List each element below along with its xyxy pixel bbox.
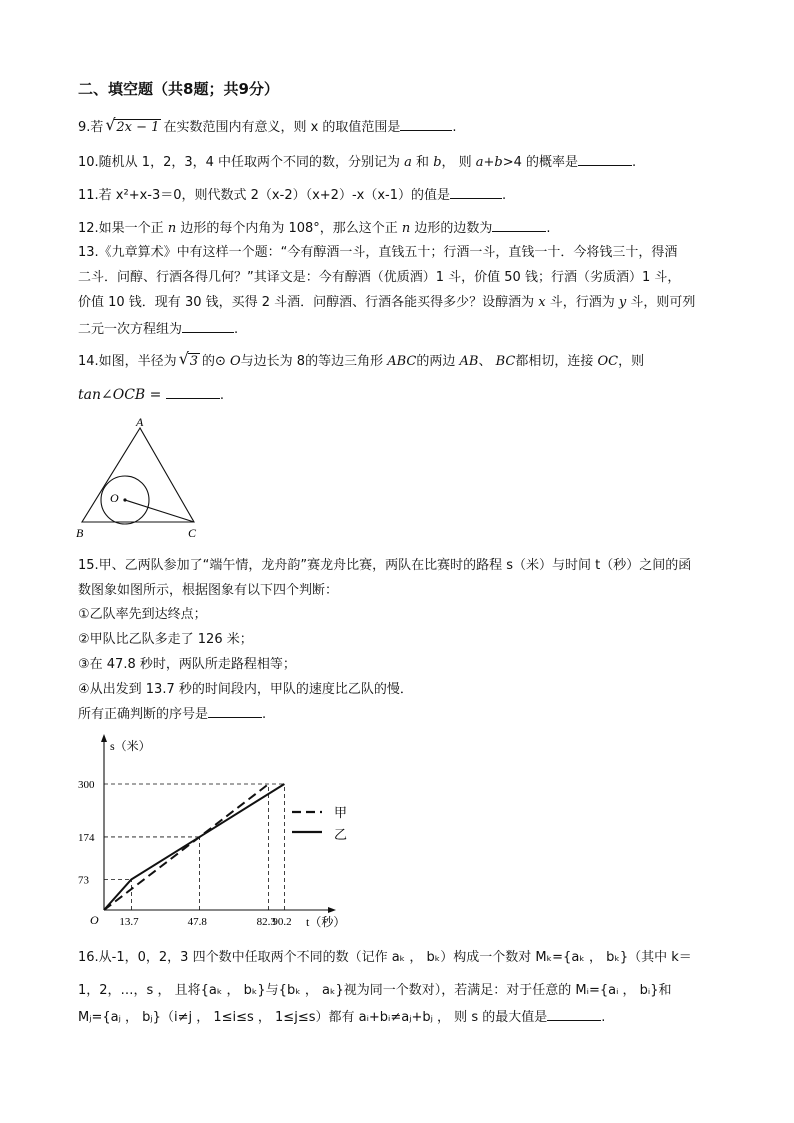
- y-axis-label: s（米）: [110, 739, 151, 753]
- x-tick-47.8: 47.8: [187, 916, 207, 928]
- judgment-2: ②甲队比乙队多走了 126 米；: [78, 632, 253, 647]
- answer-blank[interactable]: [400, 118, 452, 131]
- judgment-1: ①乙队率先到达终点；: [78, 607, 207, 622]
- answer-blank[interactable]: [578, 153, 632, 166]
- answer-blank[interactable]: [166, 386, 220, 399]
- x-axis-arrow: [328, 907, 336, 913]
- answer-blank[interactable]: [182, 320, 234, 333]
- question-15-line-1: 15.甲、乙两队参加了“端午情，龙舟韵”赛龙舟比赛，两队在比赛时的路程 s（米）与时间 t（秒）之间的函: [78, 558, 692, 573]
- x-tick-13.7: 13.7: [119, 916, 139, 928]
- distance-time-chart: [60, 730, 380, 930]
- answer-blank[interactable]: [208, 705, 262, 718]
- question-12: 12.如果一个正 n 边形的每个内角为 108°，那么这个正 n 边形的边数为 .: [78, 221, 551, 236]
- center-point: [123, 498, 126, 501]
- x-tick-82.3: 82.3: [256, 916, 276, 928]
- answer-blank[interactable]: [547, 1008, 601, 1021]
- question-14-line-1: 14.如图，半径为 √ 3 的⊙ O与边长为 8的等边三角形 ABC的两边 AB、 BC都相切，连接 OC，则: [78, 352, 644, 372]
- y-tick-73: 73: [78, 874, 89, 887]
- label-o: O: [110, 491, 119, 505]
- sqrt-expression: √ 2x − 1: [105, 115, 160, 135]
- question-15-last: 所有正确判断的序号是 .: [78, 707, 267, 722]
- judgment-3: ③在 47.8 秒时，两队所走路程相等；: [78, 657, 296, 672]
- question-16-line-1: 16.从-1，0，2，3 四个数中任取两个不同的数（记作 aₖ ， bₖ）构成一个数对 Mₖ={aₖ ， bₖ}（其中 k＝: [78, 950, 692, 965]
- x-axis-label: t（秒）: [306, 915, 346, 929]
- label-b: B: [76, 526, 84, 540]
- judgment-4: ④从出发到 13.7 秒的时间段内，甲队的速度比乙队的慢．: [78, 682, 413, 697]
- legend-label-jia: 甲: [334, 805, 348, 820]
- section-title: 二、填空题（共8题；共9分）: [78, 80, 279, 98]
- label-a: A: [136, 415, 144, 429]
- question-13-line-3: 价值 10 钱．现有 30 钱，买得 2 斗酒．问醇酒、行酒各能买得多少？设醇酒为 x 斗，行酒为 y 斗，则可列: [78, 295, 696, 310]
- series-乙: [104, 784, 284, 910]
- question-11: 11.若 x²+x-3＝0，则代数式 2（x-2）（x+2）-x（x-1）的值是 .: [78, 188, 507, 203]
- legend-label-yi: 乙: [334, 827, 348, 842]
- question-16-line-2: 1，2，…，s ， 且将{aₖ ， bₖ}与{bₖ ， aₖ}视为同一个数对），若满足：对于任意的 Mᵢ={aᵢ ， bᵢ}和: [78, 983, 672, 998]
- question-13-line-4: 二元一次方程组为 .: [78, 322, 239, 337]
- question-15-line-2: 数图象如图所示，根据图象有以下四个判断：: [78, 583, 339, 598]
- series-甲: [104, 784, 269, 910]
- label-c: C: [188, 526, 197, 540]
- y-axis-arrow: [101, 734, 107, 742]
- answer-blank[interactable]: [492, 219, 546, 232]
- triangle-circle-figure: [70, 410, 210, 545]
- y-tick-174: 174: [78, 831, 95, 844]
- question-10: 10.随机从 1，2，3，4 中任取两个不同的数，分别记为 a 和 b， 则 a+b>4 的概率是 .: [78, 155, 637, 170]
- triangle-abc: [82, 428, 194, 522]
- sqrt-expression: √ 3: [178, 349, 198, 369]
- question-9: 9.若 √ 2x − 1 在实数范围内有意义，则 x 的取值范围是 .: [78, 118, 457, 138]
- x-tick-90.2: 90.2: [272, 916, 292, 928]
- question-13-line-1: 13.《九章算术》中有这样一个题：“今有醇酒一斗，直钱五十；行酒一斗，直钱一十．今将钱三十，得酒: [78, 245, 678, 260]
- origin-label: O: [90, 913, 99, 927]
- question-14-line-2: tan∠OCB = .: [78, 387, 224, 403]
- question-13-line-2: 二斗．问醇、行酒各得几何？”其译文是：今有醇酒（优质酒）1 斗，价值 50 钱；行酒（劣质酒）1 斗，: [78, 270, 681, 285]
- question-16-line-3: Mⱼ={aⱼ ， bⱼ}（i≠j ， 1≤i≤s ， 1≤j≤s）都有 aᵢ+bᵢ≠aⱼ+bⱼ ， 则 s 的最大值是 .: [78, 1010, 606, 1025]
- y-tick-300: 300: [78, 779, 95, 791]
- answer-blank[interactable]: [450, 186, 502, 199]
